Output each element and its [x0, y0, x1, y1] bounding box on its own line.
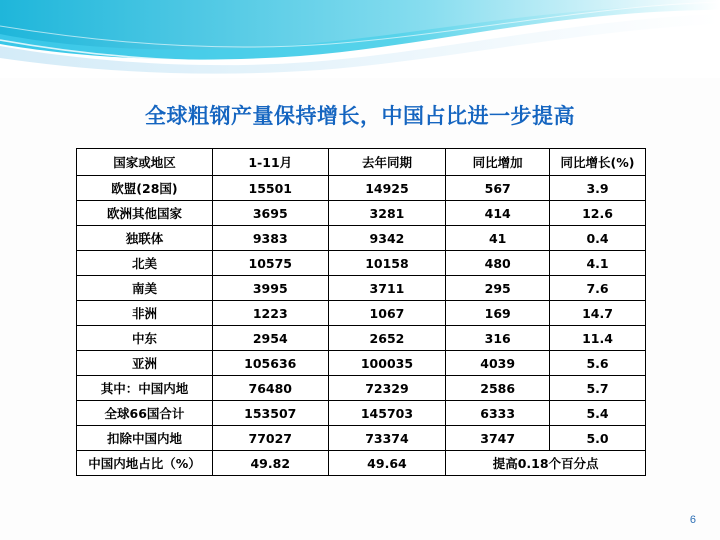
cell-increase: 41	[446, 226, 550, 251]
cell-previous: 1067	[328, 301, 446, 326]
cell-growth: 0.4	[550, 226, 646, 251]
cell-previous: 3281	[328, 201, 446, 226]
cell-increase: 316	[446, 326, 550, 351]
cell-share-note: 提高0.18个百分点	[446, 451, 646, 476]
cell-previous: 10158	[328, 251, 446, 276]
table-row	[77, 351, 646, 376]
table-row	[77, 276, 646, 301]
cell-current: 1223	[212, 301, 328, 326]
page-number: 6	[689, 514, 696, 526]
column-header-growth-rate: 同比增长(%)	[550, 149, 646, 176]
cell-current: 3995	[212, 276, 328, 301]
steel-production-table	[76, 148, 646, 476]
cell-growth: 11.4	[550, 326, 646, 351]
cell-increase: 169	[446, 301, 550, 326]
cell-current: 76480	[212, 376, 328, 401]
cell-current: 153507	[212, 401, 328, 426]
table-row	[77, 176, 646, 201]
cell-growth: 3.9	[550, 176, 646, 201]
header-banner-graphic	[0, 0, 720, 78]
table-body	[77, 176, 646, 476]
cell-current: 9383	[212, 226, 328, 251]
table-row-global-total	[77, 401, 646, 426]
cell-region: 北美	[77, 251, 213, 276]
cell-current: 105636	[212, 351, 328, 376]
cell-previous: 3711	[328, 276, 446, 301]
table-row-china-share	[77, 451, 646, 476]
table-row-china-mainland	[77, 376, 646, 401]
cell-growth: 5.0	[550, 426, 646, 451]
cell-increase: 6333	[446, 401, 550, 426]
cell-region: 其中：中国内地	[77, 376, 213, 401]
cell-region: 欧洲其他国家	[77, 201, 213, 226]
cell-region: 亚洲	[77, 351, 213, 376]
cell-region: 南美	[77, 276, 213, 301]
cell-increase: 3747	[446, 426, 550, 451]
cell-previous: 100035	[328, 351, 446, 376]
cell-previous: 72329	[328, 376, 446, 401]
table-row	[77, 226, 646, 251]
column-header-increase: 同比增加	[446, 149, 550, 176]
cell-previous: 14925	[328, 176, 446, 201]
cell-region: 扣除中国内地	[77, 426, 213, 451]
cell-current: 3695	[212, 201, 328, 226]
cell-growth: 5.4	[550, 401, 646, 426]
table-row	[77, 326, 646, 351]
cell-current: 10575	[212, 251, 328, 276]
cell-increase: 4039	[446, 351, 550, 376]
column-header-previous: 去年同期	[328, 149, 446, 176]
cell-region: 独联体	[77, 226, 213, 251]
page-title: 全球粗钢产量保持增长，中国占比进一步提高	[145, 104, 575, 128]
data-table	[76, 148, 646, 476]
table-row	[77, 301, 646, 326]
cell-share-current: 49.82	[212, 451, 328, 476]
cell-previous: 145703	[328, 401, 446, 426]
cell-share-label: 中国内地占比（%）	[77, 451, 213, 476]
table-row	[77, 201, 646, 226]
cell-current: 77027	[212, 426, 328, 451]
cell-previous: 73374	[328, 426, 446, 451]
cell-region: 中东	[77, 326, 213, 351]
cell-increase: 414	[446, 201, 550, 226]
column-header-region: 国家或地区	[77, 149, 213, 176]
cell-current: 2954	[212, 326, 328, 351]
cell-increase: 2586	[446, 376, 550, 401]
table-row-excluding-china	[77, 426, 646, 451]
cell-growth: 5.6	[550, 351, 646, 376]
cell-region: 欧盟(28国)	[77, 176, 213, 201]
column-header-current: 1-11月	[212, 149, 328, 176]
table-header-row	[77, 149, 646, 176]
cell-increase: 480	[446, 251, 550, 276]
cell-current: 15501	[212, 176, 328, 201]
cell-growth: 7.6	[550, 276, 646, 301]
cell-growth: 4.1	[550, 251, 646, 276]
cell-increase: 567	[446, 176, 550, 201]
cell-growth: 5.7	[550, 376, 646, 401]
cell-growth: 12.6	[550, 201, 646, 226]
cell-growth: 14.7	[550, 301, 646, 326]
cell-previous: 2652	[328, 326, 446, 351]
table-row	[77, 251, 646, 276]
cell-previous: 9342	[328, 226, 446, 251]
cell-region: 非洲	[77, 301, 213, 326]
cell-region: 全球66国合计	[77, 401, 213, 426]
cell-share-previous: 49.64	[328, 451, 446, 476]
cell-increase: 295	[446, 276, 550, 301]
